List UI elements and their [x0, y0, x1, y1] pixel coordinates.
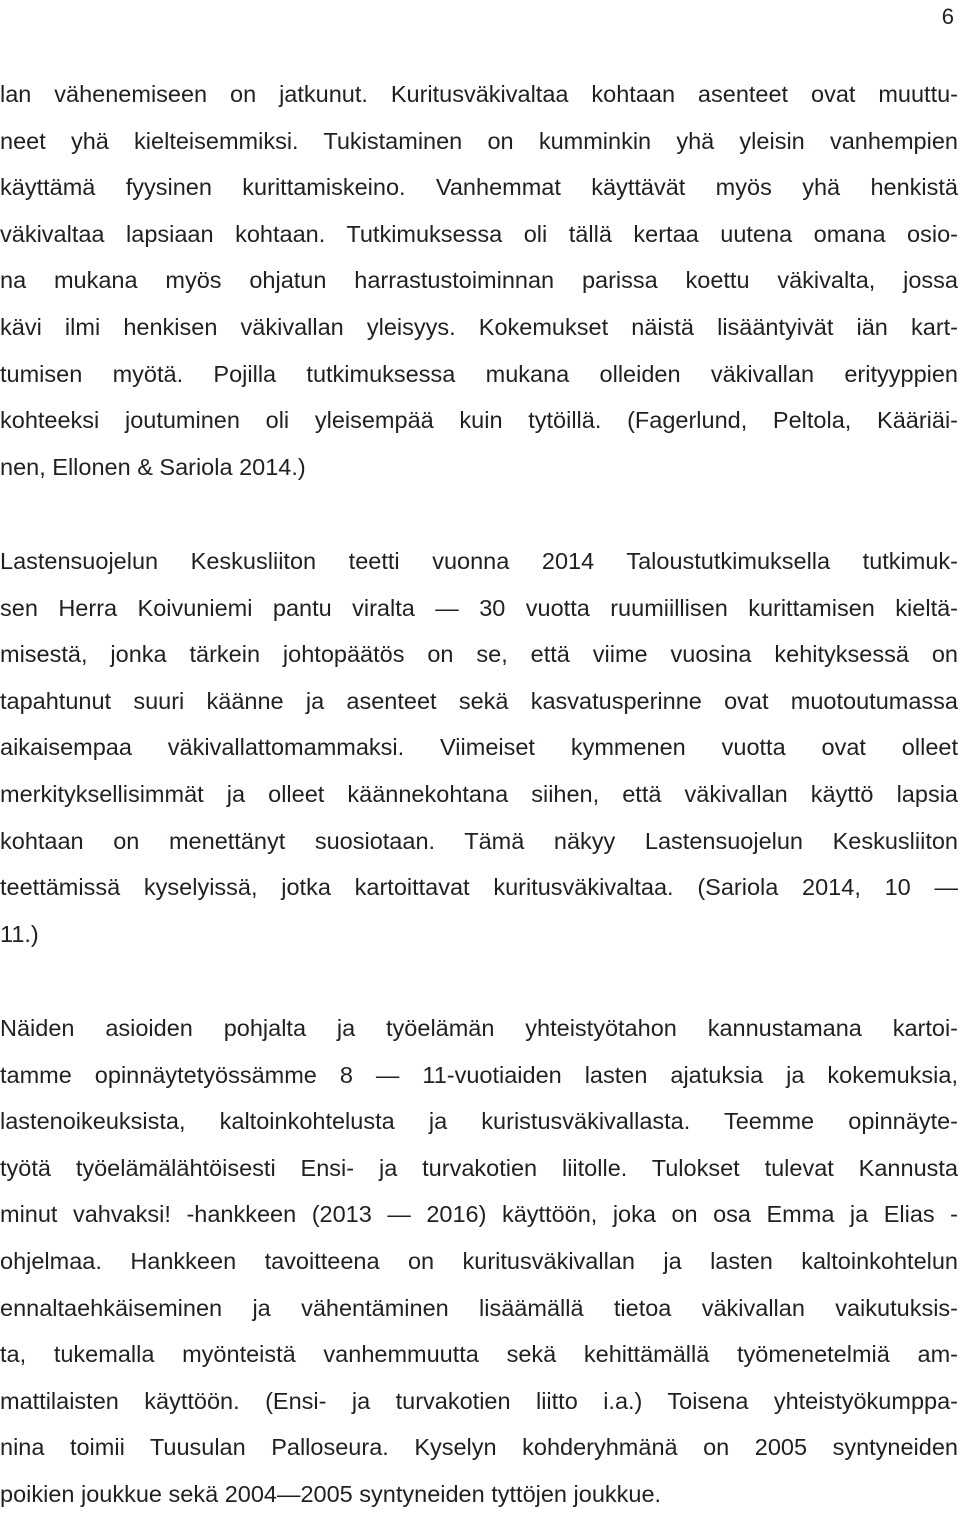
text-line: ta, tukemalla myönteistä vanhemmuutta sekä kehittämällä työmenetelmiä am-	[0, 1341, 958, 1368]
paragraph-1	[0, 71, 958, 490]
text-line: minut vahvaksi! -hankkeen (2013 — 2016) käyttöön, joka on osa Emma ja Elias -	[0, 1201, 958, 1228]
text-line: nen, Ellonen & Sariola 2014.)	[0, 453, 306, 480]
text-line: kohtaan on menettänyt suosiotaan. Tämä näkyy Lastensuojelun Keskusliiton	[0, 827, 958, 854]
text-line: käyttämä fyysinen kurittamiskeino. Vanhemmat käyttävät myös yhä henkistä	[0, 174, 958, 201]
text-line: poikien joukkue sekä 2004—2005 syntyneiden tyttöjen joukkue.	[0, 1480, 662, 1507]
text-line: työtä työelämälähtöisesti Ensi- ja turvakotien liitolle. Tulokset tulevat Kannusta	[0, 1154, 958, 1181]
text-line: väkivaltaa lapsiaan kohtaan. Tutkimuksessa oli tällä kertaa uutena omana osio-	[0, 220, 958, 247]
paragraph-2	[0, 538, 958, 957]
text-line: tapahtunut suuri käänne ja asenteet sekä kasvatusperinne ovat muotoutumassa	[0, 687, 958, 714]
text-line: 11.)	[0, 920, 39, 947]
text-line: nina toimii Tuusulan Palloseura. Kyselyn kohderyhmänä on 2005 syntyneiden	[0, 1434, 958, 1461]
text-line: neet yhä kielteisemmiksi. Tukistaminen on kumminkin yhä yleisin vanhempien	[0, 127, 958, 154]
text-line: teettämissä kyselyissä, jotka kartoittavat kuritusväkivaltaa. (Sariola 2014, 10 —	[0, 874, 958, 901]
text-line: tumisen myötä. Pojilla tutkimuksessa mukana olleiden väkivallan erityyppien	[0, 360, 958, 387]
text-line: kohteeksi joutuminen oli yleisempää kuin tytöillä. (Fagerlund, Peltola, Kääriäi-	[0, 407, 958, 434]
text-line: ohjelmaa. Hankkeen tavoitteena on kuritusväkivallan ja lasten kaltoinkohtelun	[0, 1247, 958, 1274]
paragraph-3	[0, 1005, 958, 1518]
page-number: 6	[941, 4, 954, 29]
text-line: na mukana myös ohjatun harrastustoiminnan parissa koettu väkivalta, jossa	[0, 267, 958, 294]
text-line: misestä, jonka tärkein johtopäätös on se, että viime vuosina kehityksessä on	[0, 641, 958, 668]
text-line: lastenoikeuksista, kaltoinkohtelusta ja kuristusväkivallasta. Teemme opinnäyte-	[0, 1108, 958, 1135]
text-line: mattilaisten käyttöön. (Ensi- ja turvakotien liitto i.a.) Toisena yhteistyökumppa-	[0, 1387, 958, 1414]
text-line: merkityksellisimmät ja olleet käännekohtana siihen, että väkivallan käyttö lapsia	[0, 780, 958, 807]
text-line: Näiden asioiden pohjalta ja työelämän yhteistyötahon kannustamana kartoi-	[0, 1015, 958, 1041]
text-line: kävi ilmi henkisen väkivallan yleisyys. Kokemukset näistä lisääntyivät iän kart-	[0, 313, 958, 340]
text-line: Lastensuojelun Keskusliiton teetti vuonna 2014 Taloustutkimuksella tutkimuk-	[0, 548, 958, 574]
text-line: aikaisempaa väkivallattomammaksi. Viimeiset kymmenen vuotta ovat olleet	[0, 734, 958, 761]
text-line: sen Herra Koivuniemi pantu viralta — 30 vuotta ruumiillisen kurittamisen kieltä-	[0, 594, 958, 621]
text-line: ennaltaehkäiseminen ja vähentäminen lisäämällä tietoa väkivallan vaikutuksis-	[0, 1294, 958, 1321]
text-line: tamme opinnäytetyössämme 8 — 11-vuotiaiden lasten ajatuksia ja kokemuksia,	[0, 1061, 958, 1088]
text-line: lan vähenemiseen on jatkunut. Kuritusväkivaltaa kohtaan asenteet ovat muuttu-	[0, 81, 958, 107]
